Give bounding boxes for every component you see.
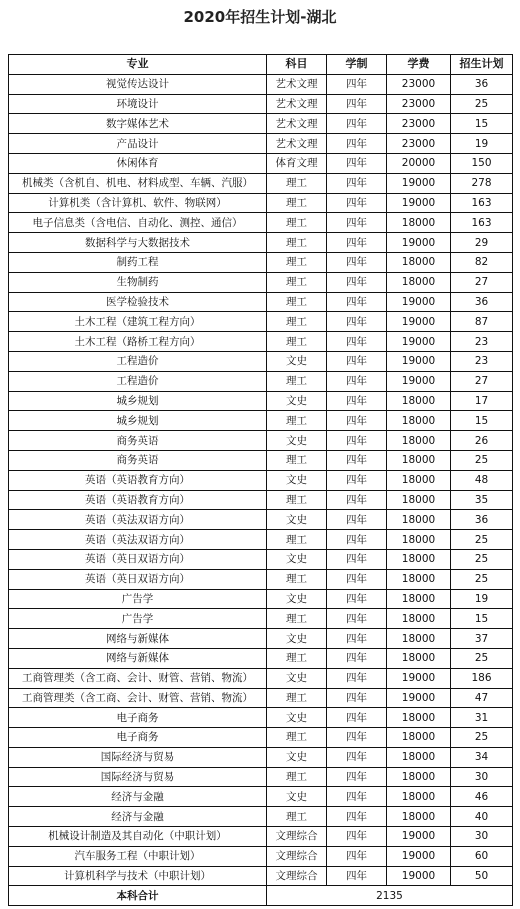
cell-tuition: 18000 bbox=[387, 807, 451, 827]
table-row bbox=[9, 153, 513, 173]
cell-quota: 17 bbox=[451, 391, 513, 411]
cell-quota: 23 bbox=[451, 351, 513, 371]
cell-tuition: 18000 bbox=[387, 272, 451, 292]
cell-subject: 理工 bbox=[267, 609, 327, 629]
cell-quota: 82 bbox=[451, 252, 513, 272]
cell-quota: 36 bbox=[451, 74, 513, 94]
cell-subject: 文史 bbox=[267, 431, 327, 451]
cell-subject: 文理综合 bbox=[267, 827, 327, 847]
cell-subject: 文史 bbox=[267, 629, 327, 649]
cell-quota: 25 bbox=[451, 549, 513, 569]
cell-subject: 文史 bbox=[267, 549, 327, 569]
cell-duration: 四年 bbox=[327, 629, 387, 649]
cell-quota: 15 bbox=[451, 411, 513, 431]
cell-duration: 四年 bbox=[327, 827, 387, 847]
cell-duration: 四年 bbox=[327, 688, 387, 708]
cell-quota: 36 bbox=[451, 292, 513, 312]
cell-duration: 四年 bbox=[327, 807, 387, 827]
table-row bbox=[9, 74, 513, 94]
cell-quota: 163 bbox=[451, 193, 513, 213]
cell-subject: 艺术文理 bbox=[267, 114, 327, 134]
cell-major: 产品设计 bbox=[9, 134, 267, 154]
cell-quota: 278 bbox=[451, 173, 513, 193]
cell-major: 土木工程（建筑工程方向） bbox=[9, 312, 267, 332]
cell-major: 休闲体育 bbox=[9, 153, 267, 173]
table-row bbox=[9, 371, 513, 391]
table-row bbox=[9, 728, 513, 748]
cell-tuition: 20000 bbox=[387, 153, 451, 173]
cell-major: 城乡规划 bbox=[9, 411, 267, 431]
cell-duration: 四年 bbox=[327, 312, 387, 332]
cell-tuition: 18000 bbox=[387, 747, 451, 767]
cell-quota: 19 bbox=[451, 134, 513, 154]
cell-tuition: 18000 bbox=[387, 510, 451, 530]
cell-major: 计算机科学与技术（中职计划） bbox=[9, 866, 267, 886]
cell-quota: 37 bbox=[451, 629, 513, 649]
cell-quota: 15 bbox=[451, 609, 513, 629]
cell-duration: 四年 bbox=[327, 233, 387, 253]
cell-quota: 25 bbox=[451, 530, 513, 550]
table-row bbox=[9, 94, 513, 114]
cell-quota: 47 bbox=[451, 688, 513, 708]
cell-major: 工程造价 bbox=[9, 351, 267, 371]
table-row bbox=[9, 450, 513, 470]
cell-quota: 48 bbox=[451, 470, 513, 490]
cell-duration: 四年 bbox=[327, 431, 387, 451]
cell-subject: 理工 bbox=[267, 728, 327, 748]
cell-duration: 四年 bbox=[327, 391, 387, 411]
cell-major: 工程造价 bbox=[9, 371, 267, 391]
table-row bbox=[9, 846, 513, 866]
cell-subject: 理工 bbox=[267, 173, 327, 193]
cell-duration: 四年 bbox=[327, 450, 387, 470]
cell-duration: 四年 bbox=[327, 549, 387, 569]
cell-tuition: 19000 bbox=[387, 846, 451, 866]
cell-quota: 27 bbox=[451, 371, 513, 391]
cell-major: 计算机类（含计算机、软件、物联网） bbox=[9, 193, 267, 213]
table-row bbox=[9, 589, 513, 609]
cell-tuition: 18000 bbox=[387, 648, 451, 668]
cell-tuition: 18000 bbox=[387, 609, 451, 629]
cell-major: 生物制药 bbox=[9, 272, 267, 292]
cell-major: 土木工程（路桥工程方向） bbox=[9, 332, 267, 352]
cell-tuition: 18000 bbox=[387, 629, 451, 649]
cell-tuition: 18000 bbox=[387, 391, 451, 411]
table-row bbox=[9, 708, 513, 728]
enrollment-plan-table bbox=[8, 54, 513, 906]
table-row bbox=[9, 609, 513, 629]
cell-major: 英语（英法双语方向） bbox=[9, 510, 267, 530]
cell-quota: 150 bbox=[451, 153, 513, 173]
table-row bbox=[9, 193, 513, 213]
cell-duration: 四年 bbox=[327, 292, 387, 312]
cell-tuition: 18000 bbox=[387, 530, 451, 550]
cell-duration: 四年 bbox=[327, 490, 387, 510]
cell-major: 城乡规划 bbox=[9, 391, 267, 411]
table-row bbox=[9, 351, 513, 371]
cell-duration: 四年 bbox=[327, 134, 387, 154]
cell-duration: 四年 bbox=[327, 193, 387, 213]
table-row bbox=[9, 411, 513, 431]
cell-tuition: 18000 bbox=[387, 490, 451, 510]
table-row bbox=[9, 747, 513, 767]
cell-quota: 30 bbox=[451, 767, 513, 787]
cell-duration: 四年 bbox=[327, 153, 387, 173]
table-row bbox=[9, 252, 513, 272]
cell-major: 英语（英法双语方向） bbox=[9, 530, 267, 550]
cell-major: 视觉传达设计 bbox=[9, 74, 267, 94]
cell-subject: 文史 bbox=[267, 510, 327, 530]
cell-subject: 理工 bbox=[267, 332, 327, 352]
cell-quota: 46 bbox=[451, 787, 513, 807]
cell-tuition: 18000 bbox=[387, 450, 451, 470]
cell-subject: 理工 bbox=[267, 767, 327, 787]
cell-subject: 理工 bbox=[267, 213, 327, 233]
total-label: 本科合计 bbox=[9, 886, 267, 906]
table-row bbox=[9, 233, 513, 253]
cell-duration: 四年 bbox=[327, 272, 387, 292]
cell-subject: 文史 bbox=[267, 351, 327, 371]
cell-major: 工商管理类（含工商、会计、财管、营销、物流） bbox=[9, 668, 267, 688]
cell-major: 网络与新媒体 bbox=[9, 648, 267, 668]
cell-subject: 文理综合 bbox=[267, 866, 327, 886]
cell-tuition: 19000 bbox=[387, 233, 451, 253]
cell-duration: 四年 bbox=[327, 252, 387, 272]
cell-duration: 四年 bbox=[327, 332, 387, 352]
cell-subject: 艺术文理 bbox=[267, 134, 327, 154]
table-row bbox=[9, 549, 513, 569]
cell-duration: 四年 bbox=[327, 728, 387, 748]
cell-quota: 34 bbox=[451, 747, 513, 767]
cell-quota: 60 bbox=[451, 846, 513, 866]
cell-quota: 29 bbox=[451, 233, 513, 253]
table-row bbox=[9, 569, 513, 589]
cell-major: 广告学 bbox=[9, 589, 267, 609]
cell-tuition: 19000 bbox=[387, 173, 451, 193]
cell-tuition: 19000 bbox=[387, 193, 451, 213]
cell-major: 医学检验技术 bbox=[9, 292, 267, 312]
cell-duration: 四年 bbox=[327, 609, 387, 629]
table-row bbox=[9, 807, 513, 827]
table-row bbox=[9, 490, 513, 510]
cell-subject: 理工 bbox=[267, 688, 327, 708]
cell-duration: 四年 bbox=[327, 569, 387, 589]
table-row bbox=[9, 114, 513, 134]
cell-quota: 15 bbox=[451, 114, 513, 134]
cell-tuition: 18000 bbox=[387, 431, 451, 451]
cell-subject: 文史 bbox=[267, 668, 327, 688]
cell-tuition: 18000 bbox=[387, 252, 451, 272]
table-row bbox=[9, 470, 513, 490]
cell-tuition: 23000 bbox=[387, 74, 451, 94]
cell-major: 英语（英语教育方向） bbox=[9, 470, 267, 490]
cell-subject: 理工 bbox=[267, 371, 327, 391]
column-header-tuition: 学费 bbox=[387, 55, 451, 75]
cell-quota: 50 bbox=[451, 866, 513, 886]
cell-major: 制药工程 bbox=[9, 252, 267, 272]
cell-tuition: 18000 bbox=[387, 708, 451, 728]
cell-quota: 27 bbox=[451, 272, 513, 292]
cell-duration: 四年 bbox=[327, 510, 387, 530]
cell-subject: 理工 bbox=[267, 807, 327, 827]
cell-major: 商务英语 bbox=[9, 450, 267, 470]
cell-subject: 理工 bbox=[267, 648, 327, 668]
cell-quota: 36 bbox=[451, 510, 513, 530]
cell-tuition: 19000 bbox=[387, 668, 451, 688]
cell-subject: 理工 bbox=[267, 411, 327, 431]
column-header-subject: 科目 bbox=[267, 55, 327, 75]
cell-major: 英语（英日双语方向） bbox=[9, 569, 267, 589]
table-row bbox=[9, 292, 513, 312]
cell-major: 电子商务 bbox=[9, 708, 267, 728]
cell-major: 数据科学与大数据技术 bbox=[9, 233, 267, 253]
cell-duration: 四年 bbox=[327, 787, 387, 807]
cell-tuition: 18000 bbox=[387, 470, 451, 490]
cell-major: 国际经济与贸易 bbox=[9, 747, 267, 767]
column-header-duration: 学制 bbox=[327, 55, 387, 75]
cell-major: 英语（英日双语方向） bbox=[9, 549, 267, 569]
cell-duration: 四年 bbox=[327, 708, 387, 728]
column-header-major: 专业 bbox=[9, 55, 267, 75]
cell-duration: 四年 bbox=[327, 74, 387, 94]
cell-quota: 40 bbox=[451, 807, 513, 827]
cell-duration: 四年 bbox=[327, 668, 387, 688]
cell-tuition: 19000 bbox=[387, 827, 451, 847]
cell-duration: 四年 bbox=[327, 530, 387, 550]
cell-major: 机械类（含机自、机电、材料成型、车辆、汽服） bbox=[9, 173, 267, 193]
cell-quota: 23 bbox=[451, 332, 513, 352]
cell-quota: 186 bbox=[451, 668, 513, 688]
cell-quota: 25 bbox=[451, 569, 513, 589]
cell-major: 商务英语 bbox=[9, 431, 267, 451]
cell-subject: 艺术文理 bbox=[267, 94, 327, 114]
cell-major: 网络与新媒体 bbox=[9, 629, 267, 649]
cell-major: 电子信息类（含电信、自动化、测控、通信） bbox=[9, 213, 267, 233]
cell-subject: 体育文理 bbox=[267, 153, 327, 173]
cell-quota: 31 bbox=[451, 708, 513, 728]
total-row bbox=[9, 886, 513, 906]
cell-tuition: 18000 bbox=[387, 728, 451, 748]
cell-subject: 文史 bbox=[267, 787, 327, 807]
table-row bbox=[9, 312, 513, 332]
cell-subject: 理工 bbox=[267, 272, 327, 292]
cell-major: 环境设计 bbox=[9, 94, 267, 114]
table-row bbox=[9, 272, 513, 292]
cell-subject: 文史 bbox=[267, 391, 327, 411]
cell-duration: 四年 bbox=[327, 213, 387, 233]
cell-tuition: 18000 bbox=[387, 411, 451, 431]
cell-tuition: 19000 bbox=[387, 351, 451, 371]
cell-duration: 四年 bbox=[327, 747, 387, 767]
cell-tuition: 19000 bbox=[387, 866, 451, 886]
page-title: 2020年招生计划-湖北 bbox=[183, 8, 337, 26]
table-body bbox=[9, 74, 513, 886]
table-row bbox=[9, 827, 513, 847]
cell-major: 汽车服务工程（中职计划） bbox=[9, 846, 267, 866]
cell-major: 经济与金融 bbox=[9, 807, 267, 827]
cell-subject: 理工 bbox=[267, 292, 327, 312]
cell-subject: 理工 bbox=[267, 193, 327, 213]
cell-duration: 四年 bbox=[327, 94, 387, 114]
cell-tuition: 18000 bbox=[387, 767, 451, 787]
cell-major: 经济与金融 bbox=[9, 787, 267, 807]
cell-tuition: 18000 bbox=[387, 213, 451, 233]
cell-tuition: 19000 bbox=[387, 688, 451, 708]
table-row bbox=[9, 510, 513, 530]
cell-subject: 文史 bbox=[267, 589, 327, 609]
cell-subject: 理工 bbox=[267, 252, 327, 272]
column-header-quota: 招生计划 bbox=[451, 55, 513, 75]
table-row bbox=[9, 173, 513, 193]
table-header-row bbox=[9, 55, 513, 75]
cell-duration: 四年 bbox=[327, 767, 387, 787]
cell-tuition: 19000 bbox=[387, 292, 451, 312]
cell-tuition: 23000 bbox=[387, 114, 451, 134]
cell-major: 工商管理类（含工商、会计、财管、营销、物流） bbox=[9, 688, 267, 708]
cell-major: 英语（英语教育方向） bbox=[9, 490, 267, 510]
cell-major: 国际经济与贸易 bbox=[9, 767, 267, 787]
table-row bbox=[9, 866, 513, 886]
table-row bbox=[9, 787, 513, 807]
cell-quota: 19 bbox=[451, 589, 513, 609]
table-row bbox=[9, 530, 513, 550]
cell-subject: 理工 bbox=[267, 450, 327, 470]
cell-major: 数字媒体艺术 bbox=[9, 114, 267, 134]
cell-quota: 25 bbox=[451, 450, 513, 470]
cell-tuition: 19000 bbox=[387, 371, 451, 391]
cell-duration: 四年 bbox=[327, 648, 387, 668]
cell-quota: 25 bbox=[451, 728, 513, 748]
table-row bbox=[9, 391, 513, 411]
cell-duration: 四年 bbox=[327, 351, 387, 371]
cell-duration: 四年 bbox=[327, 470, 387, 490]
cell-tuition: 18000 bbox=[387, 569, 451, 589]
table-row bbox=[9, 648, 513, 668]
cell-tuition: 23000 bbox=[387, 134, 451, 154]
cell-quota: 26 bbox=[451, 431, 513, 451]
table-row bbox=[9, 213, 513, 233]
table-row bbox=[9, 629, 513, 649]
cell-quota: 25 bbox=[451, 648, 513, 668]
cell-subject: 理工 bbox=[267, 569, 327, 589]
cell-tuition: 23000 bbox=[387, 94, 451, 114]
table-row bbox=[9, 332, 513, 352]
cell-duration: 四年 bbox=[327, 589, 387, 609]
cell-major: 机械设计制造及其自动化（中职计划） bbox=[9, 827, 267, 847]
cell-subject: 理工 bbox=[267, 490, 327, 510]
total-value: 2135 bbox=[267, 886, 513, 906]
cell-duration: 四年 bbox=[327, 371, 387, 391]
cell-major: 电子商务 bbox=[9, 728, 267, 748]
cell-major: 广告学 bbox=[9, 609, 267, 629]
cell-duration: 四年 bbox=[327, 173, 387, 193]
cell-subject: 理工 bbox=[267, 233, 327, 253]
cell-quota: 163 bbox=[451, 213, 513, 233]
cell-subject: 艺术文理 bbox=[267, 74, 327, 94]
table-row bbox=[9, 767, 513, 787]
table-row bbox=[9, 134, 513, 154]
cell-tuition: 19000 bbox=[387, 332, 451, 352]
cell-duration: 四年 bbox=[327, 846, 387, 866]
cell-subject: 文史 bbox=[267, 747, 327, 767]
cell-tuition: 18000 bbox=[387, 549, 451, 569]
cell-subject: 理工 bbox=[267, 530, 327, 550]
table-row bbox=[9, 688, 513, 708]
cell-quota: 87 bbox=[451, 312, 513, 332]
cell-subject: 文理综合 bbox=[267, 846, 327, 866]
cell-subject: 文史 bbox=[267, 708, 327, 728]
cell-quota: 35 bbox=[451, 490, 513, 510]
cell-tuition: 19000 bbox=[387, 312, 451, 332]
cell-duration: 四年 bbox=[327, 411, 387, 431]
cell-tuition: 18000 bbox=[387, 787, 451, 807]
cell-subject: 文史 bbox=[267, 470, 327, 490]
cell-duration: 四年 bbox=[327, 114, 387, 134]
cell-subject: 理工 bbox=[267, 312, 327, 332]
table-row bbox=[9, 668, 513, 688]
table-row bbox=[9, 431, 513, 451]
cell-quota: 25 bbox=[451, 94, 513, 114]
cell-tuition: 18000 bbox=[387, 589, 451, 609]
cell-quota: 30 bbox=[451, 827, 513, 847]
cell-duration: 四年 bbox=[327, 866, 387, 886]
